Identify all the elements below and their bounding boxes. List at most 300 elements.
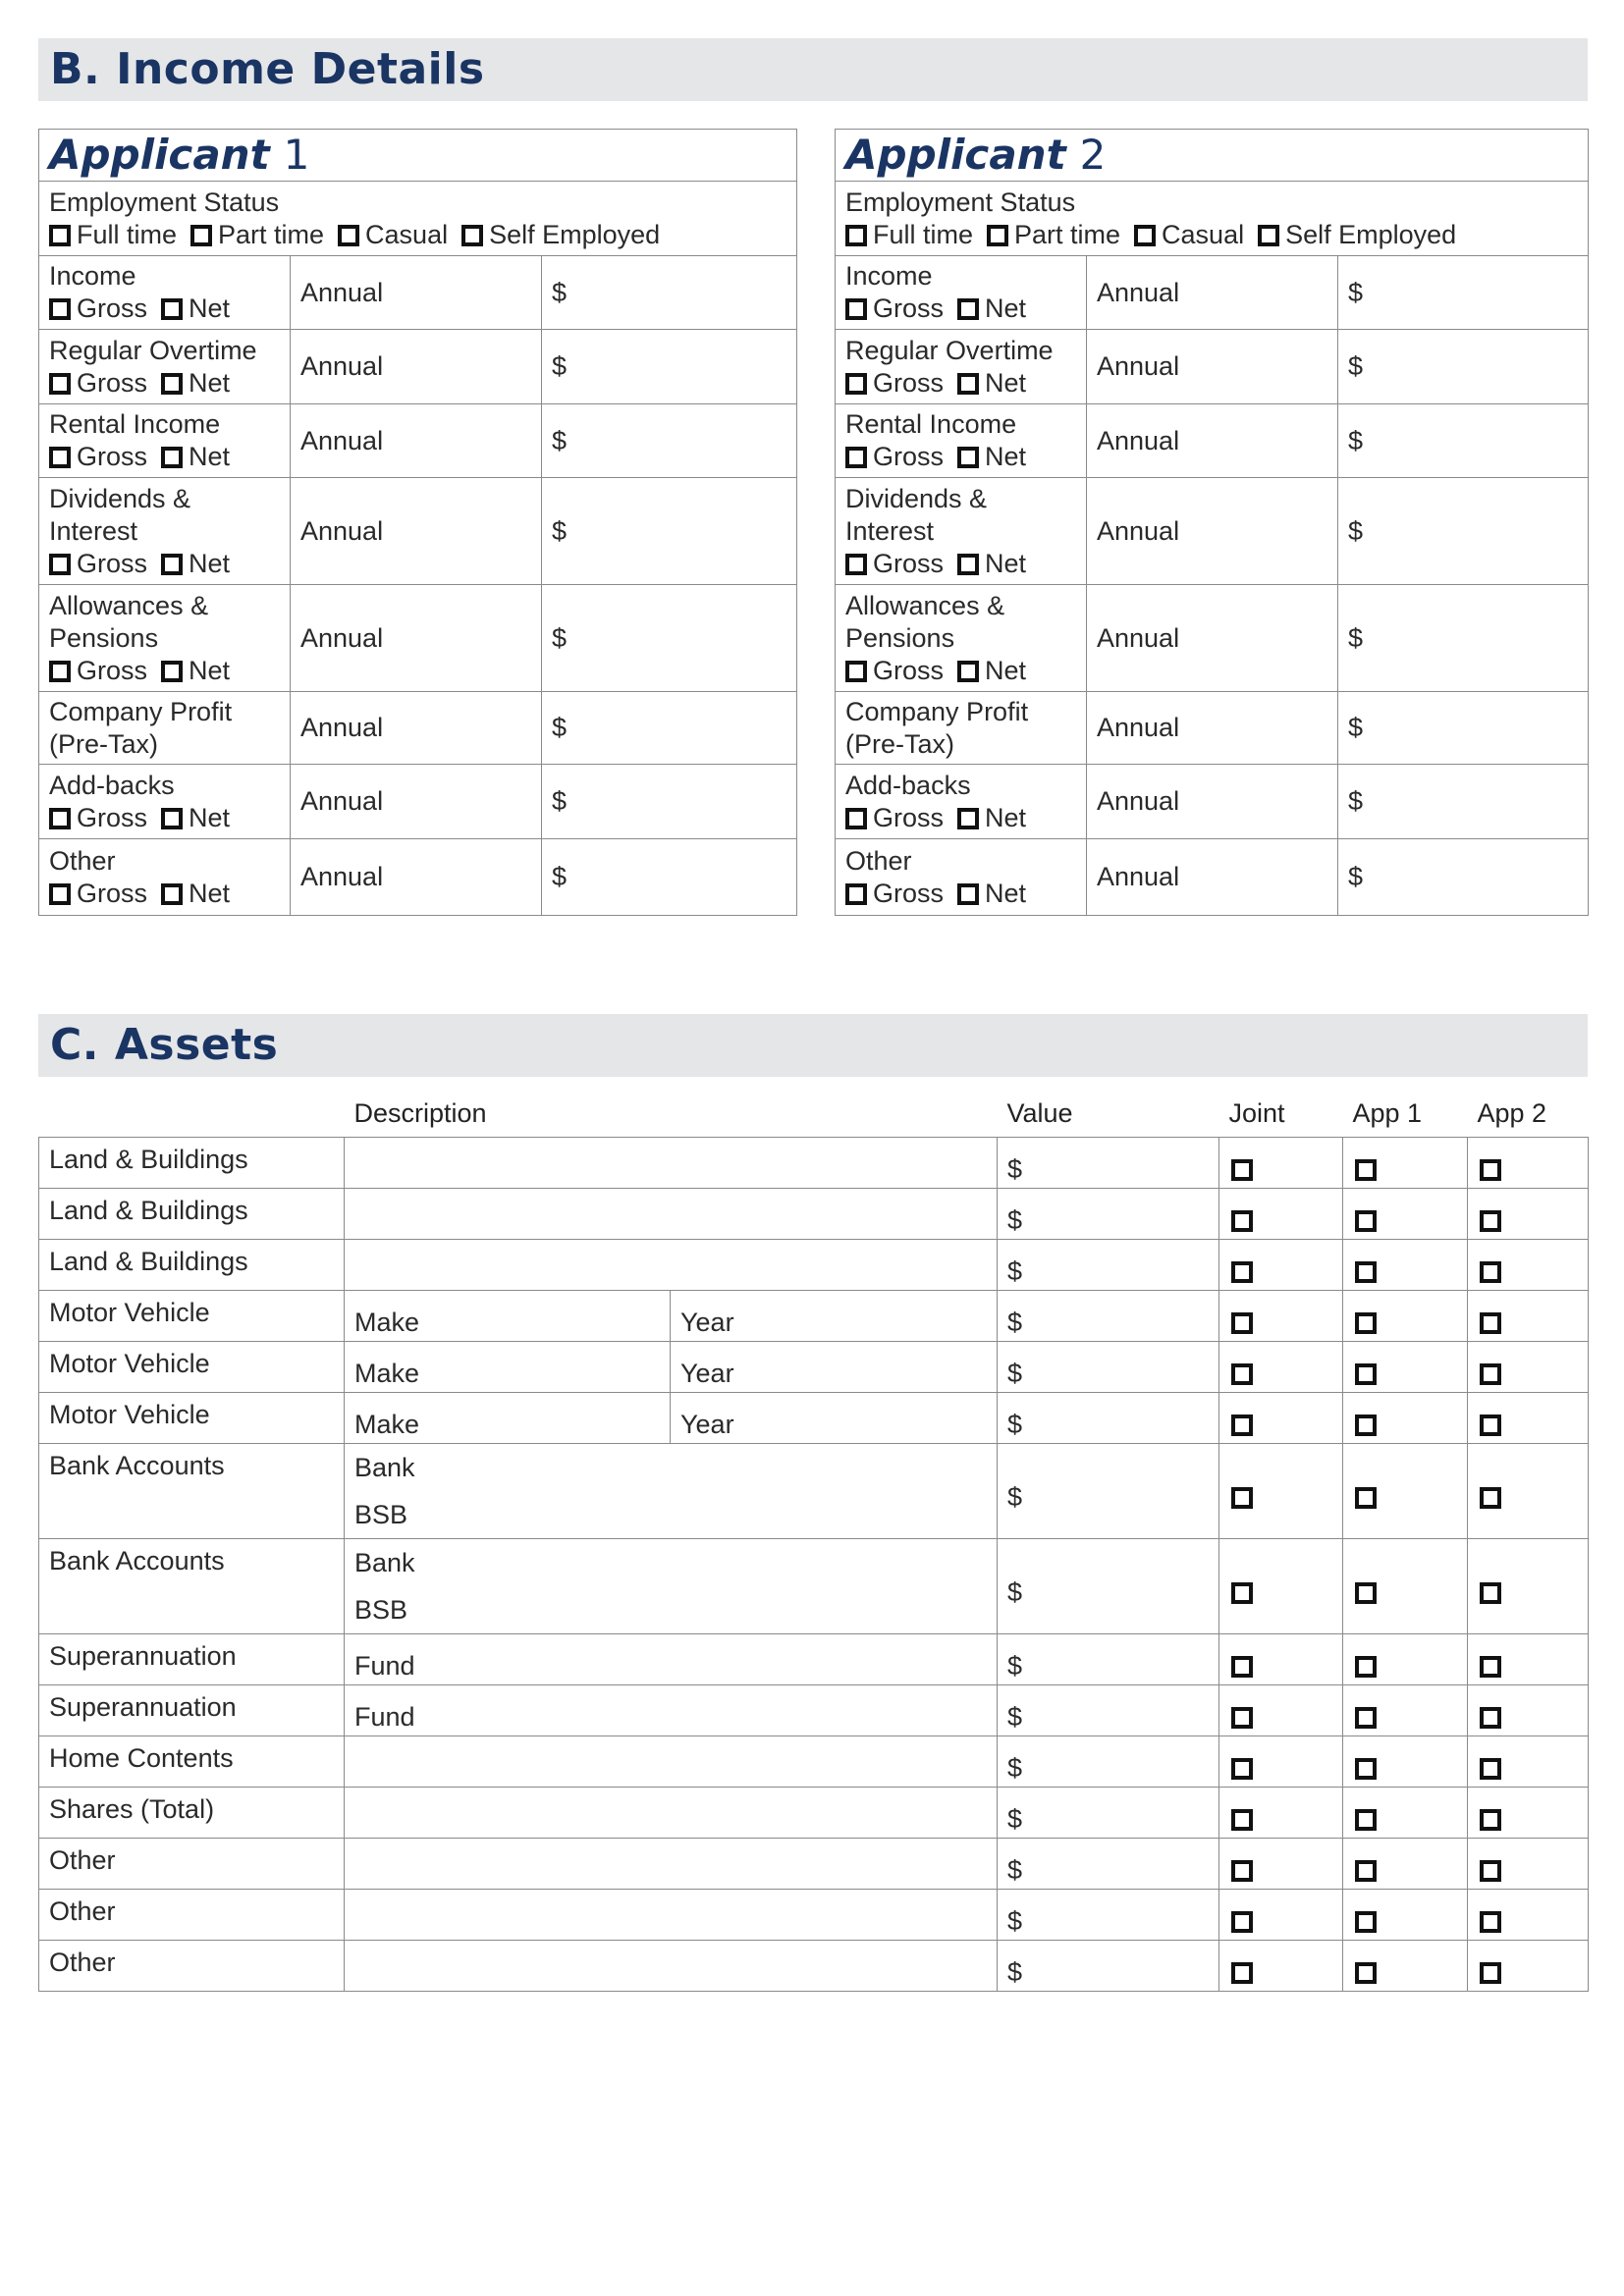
income-row [836, 330, 1589, 404]
gross-net-option[interactable] [49, 548, 147, 580]
gross-net-option[interactable] [957, 802, 1026, 834]
asset-joint-checkbox[interactable] [1231, 1656, 1253, 1678]
gross-checkbox[interactable] [49, 373, 71, 395]
asset-joint-cell [1219, 1137, 1343, 1188]
income-label: Regular Overtime [845, 335, 1054, 365]
asset-app1-cell [1343, 1633, 1468, 1684]
asset-app1-checkbox[interactable] [1355, 1911, 1377, 1933]
income-row [836, 404, 1589, 478]
gross-checkbox[interactable] [845, 298, 867, 320]
asset-app2-checkbox[interactable] [1480, 1656, 1501, 1678]
asset-app1-checkbox[interactable] [1355, 1415, 1377, 1436]
employment-status-label: Employment Status [845, 187, 1076, 217]
income-period: Annual [291, 765, 542, 839]
gross-net-label: Net [985, 878, 1027, 908]
asset-app1-checkbox[interactable] [1355, 1210, 1377, 1232]
assets-header-value: Value [1006, 1098, 1073, 1129]
vehicle-make-field[interactable]: Make [345, 1392, 671, 1443]
asset-app1-cell [1343, 1787, 1468, 1838]
net-checkbox[interactable] [957, 883, 979, 905]
bank-description-field[interactable] [345, 1443, 998, 1538]
assets-header-app1: App 1 [1352, 1098, 1423, 1129]
income-label: Income [845, 261, 933, 291]
asset-joint-cell [1219, 1838, 1343, 1889]
asset-app2-checkbox[interactable] [1480, 1363, 1501, 1385]
asset-app2-checkbox[interactable] [1480, 1210, 1501, 1232]
applicant-title-row [39, 130, 797, 182]
gross-net-label: Gross [77, 548, 148, 578]
income-label: Rental Income [845, 409, 1017, 439]
gross-net-label: Net [189, 367, 231, 398]
asset-app1-checkbox[interactable] [1355, 1159, 1377, 1181]
vehicle-year-field[interactable]: Year [671, 1392, 998, 1443]
net-checkbox[interactable] [161, 373, 183, 395]
employment-option-label: Casual [365, 219, 449, 249]
gross-checkbox[interactable] [845, 883, 867, 905]
employment-option[interactable] [49, 219, 177, 251]
gross-net-label: Gross [77, 655, 148, 685]
income-amount-field[interactable]: $ [542, 256, 797, 330]
asset-app2-checkbox[interactable] [1480, 1261, 1501, 1283]
income-period: Annual [1087, 404, 1338, 478]
asset-label: Other [39, 1838, 345, 1889]
applicant-title-cell [836, 130, 1589, 182]
asset-value-field[interactable]: $ [998, 1188, 1219, 1239]
asset-app1-checkbox[interactable] [1355, 1363, 1377, 1385]
net-checkbox[interactable] [161, 298, 183, 320]
asset-app2-checkbox[interactable] [1480, 1809, 1501, 1831]
asset-app1-cell [1343, 1290, 1468, 1341]
gross-checkbox[interactable] [845, 661, 867, 682]
asset-app2-checkbox[interactable] [1480, 1911, 1501, 1933]
asset-app1-checkbox[interactable] [1355, 1962, 1377, 1984]
gross-net-options [49, 548, 280, 580]
asset-row [39, 1940, 1589, 1991]
asset-value-field[interactable]: $ [998, 1392, 1219, 1443]
income-amount-field[interactable]: $ [542, 765, 797, 839]
income-period: Annual [291, 256, 542, 330]
asset-row [39, 1392, 1589, 1443]
employment-status-cell [836, 182, 1589, 256]
asset-label: Bank Accounts [39, 1443, 345, 1538]
asset-value-field[interactable]: $ [998, 1239, 1219, 1290]
gross-net-option[interactable] [161, 367, 230, 400]
income-amount-field[interactable]: $ [1338, 765, 1589, 839]
asset-label: Motor Vehicle [39, 1341, 345, 1392]
asset-row [39, 1735, 1589, 1787]
income-section-header [38, 38, 1588, 101]
income-amount-field[interactable]: $ [542, 330, 797, 404]
income-amount-field[interactable]: $ [1338, 692, 1589, 765]
asset-label: Other [39, 1940, 345, 1991]
income-label-cell [39, 692, 291, 765]
asset-label: Superannuation [39, 1633, 345, 1684]
asset-description-field[interactable] [345, 1137, 998, 1188]
gross-net-options [845, 441, 1076, 473]
employment-option-checkbox[interactable] [338, 225, 359, 246]
asset-value-field[interactable]: $ [998, 1684, 1219, 1735]
asset-joint-checkbox[interactable] [1231, 1809, 1253, 1831]
income-label: (Pre-Tax) [845, 728, 955, 759]
income-amount-field[interactable]: $ [542, 478, 797, 585]
income-label: Company Profit [49, 696, 233, 726]
income-amount-field[interactable]: $ [1338, 478, 1589, 585]
bank-description-field[interactable] [345, 1538, 998, 1633]
employment-option-label: Self Employed [489, 219, 661, 249]
asset-app2-cell [1468, 1838, 1589, 1889]
asset-app2-checkbox[interactable] [1480, 1159, 1501, 1181]
income-period: Annual [1087, 765, 1338, 839]
asset-joint-cell [1219, 1341, 1343, 1392]
applicant-title [845, 131, 1106, 179]
bank-name-label: Bank [354, 1452, 415, 1482]
asset-app2-checkbox[interactable] [1480, 1487, 1501, 1509]
net-checkbox[interactable] [161, 808, 183, 829]
applicant-title-text: Applicant [845, 131, 1066, 179]
net-checkbox[interactable] [957, 661, 979, 682]
employment-option[interactable] [190, 219, 324, 251]
gross-checkbox[interactable] [49, 883, 71, 905]
bank-name-label: Bank [354, 1547, 415, 1577]
gross-net-label: Net [189, 294, 231, 323]
applicant-title-cell [39, 130, 797, 182]
gross-net-option[interactable] [161, 802, 230, 834]
asset-app1-cell [1343, 1889, 1468, 1940]
gross-net-options [49, 655, 280, 687]
asset-app2-cell [1468, 1633, 1589, 1684]
gross-net-option[interactable] [845, 548, 944, 580]
vehicle-year-field[interactable]: Year [671, 1290, 998, 1341]
vehicle-year-field[interactable]: Year [671, 1341, 998, 1392]
income-amount-field[interactable]: $ [542, 585, 797, 692]
gross-checkbox[interactable] [845, 373, 867, 395]
asset-app1-checkbox[interactable] [1355, 1312, 1377, 1334]
asset-row [39, 1188, 1589, 1239]
gross-net-option[interactable] [161, 293, 230, 325]
asset-app2-cell [1468, 1392, 1589, 1443]
assets-header-blank [39, 1092, 345, 1137]
gross-net-option[interactable] [49, 293, 147, 325]
gross-net-label: Net [985, 548, 1027, 578]
employment-status-cell [39, 182, 797, 256]
gross-net-option[interactable] [161, 441, 230, 473]
gross-checkbox[interactable] [845, 808, 867, 829]
asset-joint-checkbox[interactable] [1231, 1758, 1253, 1780]
income-period: Annual [291, 585, 542, 692]
net-checkbox[interactable] [957, 298, 979, 320]
income-period: Annual [1087, 478, 1338, 585]
income-label: Add-backs [845, 770, 971, 800]
asset-row [39, 1239, 1589, 1290]
asset-app2-checkbox[interactable] [1480, 1707, 1501, 1729]
gross-net-label: Gross [873, 655, 945, 685]
income-amount-field[interactable]: $ [1338, 330, 1589, 404]
gross-net-option[interactable] [957, 293, 1026, 325]
asset-app1-cell [1343, 1735, 1468, 1787]
gross-net-option[interactable] [161, 878, 230, 910]
asset-joint-cell [1219, 1290, 1343, 1341]
income-row [836, 765, 1589, 839]
asset-app1-checkbox[interactable] [1355, 1487, 1377, 1509]
asset-joint-checkbox[interactable] [1231, 1962, 1253, 1984]
employment-option-checkbox[interactable] [49, 225, 71, 246]
vehicle-make-field[interactable]: Make [345, 1290, 671, 1341]
employment-option[interactable] [987, 219, 1120, 251]
asset-label: Motor Vehicle [39, 1392, 345, 1443]
gross-checkbox[interactable] [845, 447, 867, 468]
income-period: Annual [1087, 330, 1338, 404]
asset-joint-cell [1219, 1889, 1343, 1940]
asset-description-field[interactable] [345, 1188, 998, 1239]
assets-header-description: Description [353, 1098, 487, 1129]
employment-status-row [836, 182, 1589, 256]
asset-value-field[interactable]: $ [998, 1633, 1219, 1684]
asset-joint-checkbox[interactable] [1231, 1707, 1253, 1729]
gross-net-option[interactable] [161, 548, 230, 580]
applicant-number: 1 [283, 131, 310, 179]
asset-app1-cell [1343, 1538, 1468, 1633]
gross-net-option[interactable] [49, 802, 147, 834]
asset-label: Land & Buildings [39, 1239, 345, 1290]
asset-app2-cell [1468, 1889, 1589, 1940]
income-amount-field[interactable]: $ [1338, 256, 1589, 330]
gross-checkbox[interactable] [49, 554, 71, 575]
employment-status-label: Employment Status [49, 187, 280, 217]
gross-net-option[interactable] [49, 367, 147, 400]
fund-description-field[interactable]: Fund [345, 1633, 998, 1684]
asset-description-field[interactable] [345, 1787, 998, 1838]
gross-net-label: Gross [77, 367, 148, 398]
asset-description-field[interactable] [345, 1889, 998, 1940]
applicant-title-row [836, 130, 1589, 182]
gross-net-option[interactable] [845, 293, 944, 325]
vehicle-make-field[interactable]: Make [345, 1341, 671, 1392]
asset-joint-checkbox[interactable] [1231, 1911, 1253, 1933]
asset-app1-checkbox[interactable] [1355, 1261, 1377, 1283]
income-amount-field[interactable]: $ [542, 404, 797, 478]
applicant-title-text: Applicant [49, 131, 270, 179]
gross-net-option[interactable] [845, 878, 944, 910]
asset-value-field[interactable]: $ [998, 1735, 1219, 1787]
asset-app2-checkbox[interactable] [1480, 1312, 1501, 1334]
gross-net-label: Gross [77, 878, 148, 908]
employment-option-checkbox[interactable] [987, 225, 1008, 246]
income-amount-field[interactable]: $ [542, 839, 797, 916]
net-checkbox[interactable] [957, 554, 979, 575]
income-label: Rental Income [49, 409, 221, 439]
income-row [39, 330, 797, 404]
income-row [39, 256, 797, 330]
asset-app2-checkbox[interactable] [1480, 1582, 1501, 1604]
employment-option-label: Full time [77, 219, 178, 249]
asset-joint-checkbox[interactable] [1231, 1582, 1253, 1604]
income-label: Interest [49, 515, 138, 546]
net-checkbox[interactable] [161, 883, 183, 905]
gross-net-label: Gross [77, 802, 148, 832]
income-label: (Pre-Tax) [49, 728, 159, 759]
gross-checkbox[interactable] [49, 808, 71, 829]
asset-joint-checkbox[interactable] [1231, 1261, 1253, 1283]
asset-value-field[interactable]: $ [998, 1538, 1219, 1633]
asset-app2-checkbox[interactable] [1480, 1758, 1501, 1780]
income-row [39, 765, 797, 839]
income-row [39, 478, 797, 585]
asset-app2-checkbox[interactable] [1480, 1860, 1501, 1882]
asset-app1-checkbox[interactable] [1355, 1707, 1377, 1729]
asset-value-field[interactable]: $ [998, 1940, 1219, 1991]
employment-option[interactable] [338, 219, 448, 251]
gross-net-option[interactable] [845, 367, 944, 400]
asset-joint-cell [1219, 1538, 1343, 1633]
asset-joint-checkbox[interactable] [1231, 1860, 1253, 1882]
income-amount-field[interactable]: $ [1338, 839, 1589, 916]
net-checkbox[interactable] [957, 808, 979, 829]
gross-checkbox[interactable] [49, 661, 71, 682]
employment-option[interactable] [845, 219, 973, 251]
income-row [39, 404, 797, 478]
gross-net-option[interactable] [161, 655, 230, 687]
employment-option[interactable] [461, 219, 660, 251]
gross-net-option[interactable] [957, 655, 1026, 687]
asset-label: Motor Vehicle [39, 1290, 345, 1341]
asset-value-field[interactable]: $ [998, 1889, 1219, 1940]
gross-net-option[interactable] [49, 878, 147, 910]
asset-row [39, 1538, 1589, 1633]
gross-net-options [845, 367, 1076, 400]
asset-row [39, 1889, 1589, 1940]
asset-app1-cell [1343, 1838, 1468, 1889]
fund-description-field[interactable]: Fund [345, 1684, 998, 1735]
gross-checkbox[interactable] [49, 447, 71, 468]
asset-row [39, 1341, 1589, 1392]
employment-option[interactable] [1134, 219, 1244, 251]
asset-joint-checkbox[interactable] [1231, 1312, 1253, 1334]
asset-app1-checkbox[interactable] [1355, 1582, 1377, 1604]
asset-joint-cell [1219, 1443, 1343, 1538]
income-row [39, 839, 797, 916]
income-amount-field[interactable]: $ [542, 692, 797, 765]
gross-checkbox[interactable] [49, 298, 71, 320]
gross-net-option[interactable] [845, 655, 944, 687]
asset-joint-checkbox[interactable] [1231, 1210, 1253, 1232]
employment-option-checkbox[interactable] [845, 225, 867, 246]
gross-net-options [49, 878, 280, 910]
asset-joint-cell [1219, 1787, 1343, 1838]
applicant-number: 2 [1079, 131, 1107, 179]
income-label-cell [836, 256, 1087, 330]
income-label-cell [836, 839, 1087, 916]
asset-joint-checkbox[interactable] [1231, 1159, 1253, 1181]
asset-description-field[interactable] [345, 1735, 998, 1787]
gross-net-label: Net [985, 367, 1027, 398]
income-label-cell [836, 692, 1087, 765]
gross-checkbox[interactable] [845, 554, 867, 575]
income-label-cell [39, 330, 291, 404]
income-row [836, 585, 1589, 692]
asset-value-field[interactable]: $ [998, 1787, 1219, 1838]
employment-option-checkbox[interactable] [1134, 225, 1156, 246]
asset-joint-checkbox[interactable] [1231, 1487, 1253, 1509]
income-amount-field[interactable]: $ [1338, 585, 1589, 692]
asset-app1-checkbox[interactable] [1355, 1860, 1377, 1882]
asset-label: Bank Accounts [39, 1538, 345, 1633]
income-period: Annual [291, 692, 542, 765]
applicant-title [49, 131, 309, 179]
gross-net-option[interactable] [957, 548, 1026, 580]
net-checkbox[interactable] [161, 447, 183, 468]
asset-row [39, 1787, 1589, 1838]
net-checkbox[interactable] [161, 554, 183, 575]
income-label: Income [49, 261, 136, 291]
gross-net-label: Net [189, 548, 231, 578]
asset-app2-cell [1468, 1137, 1589, 1188]
asset-value-field[interactable]: $ [998, 1137, 1219, 1188]
income-amount-field[interactable]: $ [1338, 404, 1589, 478]
asset-app1-cell [1343, 1188, 1468, 1239]
asset-value-field[interactable]: $ [998, 1443, 1219, 1538]
asset-value-field[interactable]: $ [998, 1838, 1219, 1889]
assets-header-joint: Joint [1228, 1098, 1285, 1129]
asset-joint-checkbox[interactable] [1231, 1363, 1253, 1385]
asset-description-field[interactable] [345, 1940, 998, 1991]
asset-label: Home Contents [39, 1735, 345, 1787]
employment-option-checkbox[interactable] [1258, 225, 1279, 246]
net-checkbox[interactable] [957, 373, 979, 395]
asset-app2-checkbox[interactable] [1480, 1415, 1501, 1436]
asset-app1-checkbox[interactable] [1355, 1809, 1377, 1831]
asset-label: Land & Buildings [39, 1137, 345, 1188]
gross-net-option[interactable] [957, 441, 1026, 473]
asset-app1-checkbox[interactable] [1355, 1758, 1377, 1780]
asset-joint-cell [1219, 1735, 1343, 1787]
employment-option-checkbox[interactable] [461, 225, 483, 246]
gross-net-option[interactable] [845, 802, 944, 834]
asset-label: Land & Buildings [39, 1188, 345, 1239]
employment-option-label: Full time [873, 219, 974, 249]
asset-app2-cell [1468, 1239, 1589, 1290]
asset-description-field[interactable] [345, 1838, 998, 1889]
gross-net-label: Gross [873, 548, 945, 578]
net-checkbox[interactable] [957, 447, 979, 468]
income-label: Other [49, 845, 116, 876]
gross-net-option[interactable] [957, 878, 1026, 910]
asset-app2-checkbox[interactable] [1480, 1962, 1501, 1984]
employment-option-checkbox[interactable] [190, 225, 212, 246]
income-label-cell [39, 839, 291, 916]
bsb-label: BSB [354, 1499, 408, 1529]
employment-option[interactable] [1258, 219, 1456, 251]
net-checkbox[interactable] [161, 661, 183, 682]
asset-value-field[interactable]: $ [998, 1290, 1219, 1341]
asset-app2-cell [1468, 1443, 1589, 1538]
gross-net-option[interactable] [957, 367, 1026, 400]
gross-net-options [49, 441, 280, 473]
asset-app1-cell [1343, 1392, 1468, 1443]
gross-net-label: Net [189, 878, 231, 908]
income-label: Regular Overtime [49, 335, 257, 365]
income-row [836, 256, 1589, 330]
gross-net-option[interactable] [49, 441, 147, 473]
gross-net-option[interactable] [49, 655, 147, 687]
asset-app1-checkbox[interactable] [1355, 1656, 1377, 1678]
gross-net-option[interactable] [845, 441, 944, 473]
income-label: Allowances & [845, 590, 1005, 620]
income-label: Company Profit [845, 696, 1029, 726]
asset-description-field[interactable] [345, 1239, 998, 1290]
income-row [39, 585, 797, 692]
asset-joint-checkbox[interactable] [1231, 1415, 1253, 1436]
asset-value-field[interactable]: $ [998, 1341, 1219, 1392]
